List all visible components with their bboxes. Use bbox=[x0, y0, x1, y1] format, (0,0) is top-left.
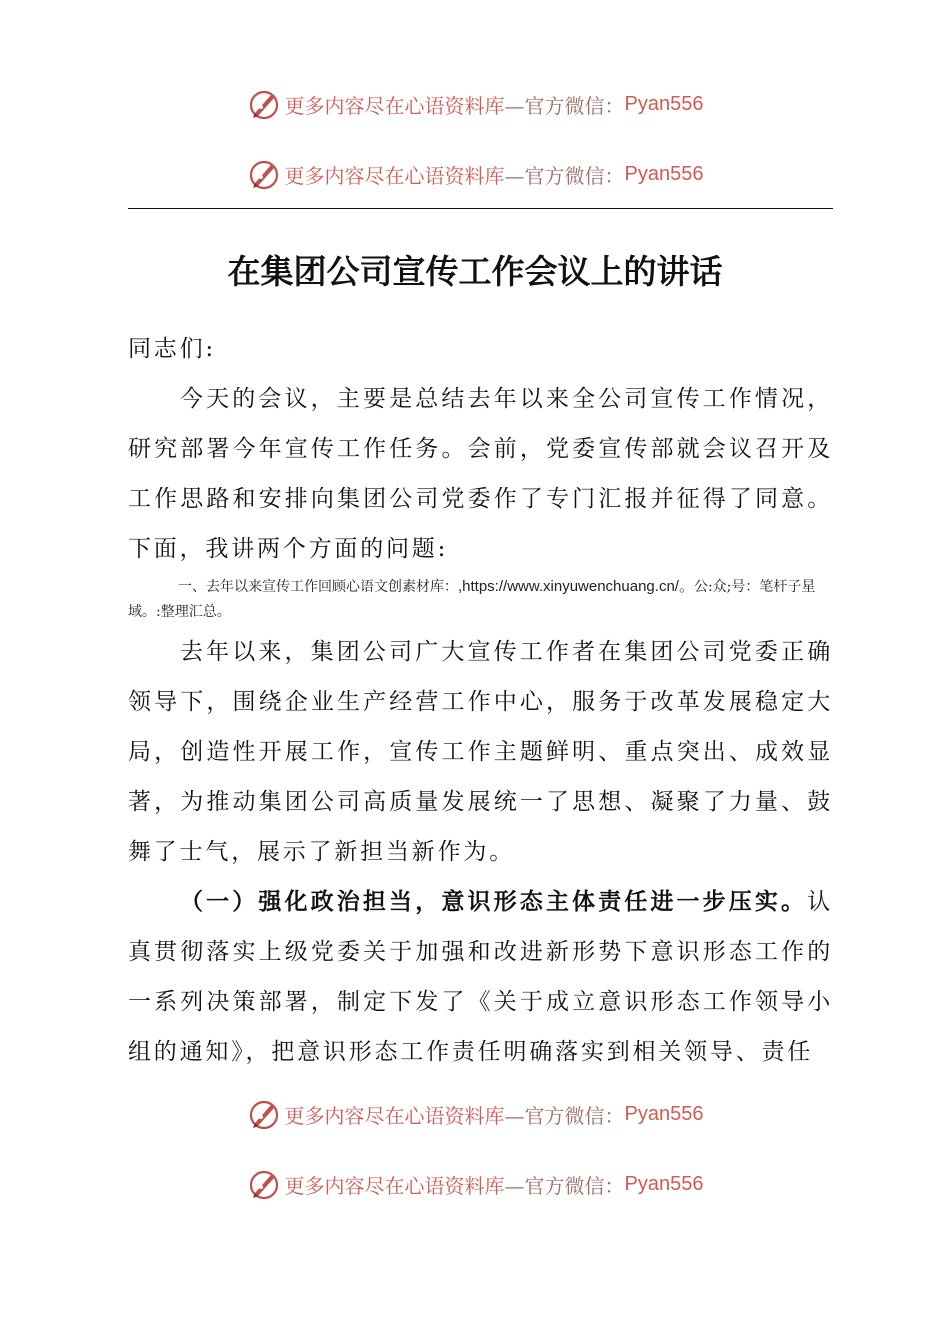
pen-logo-icon bbox=[247, 157, 281, 191]
document-body bbox=[128, 324, 833, 1077]
official-text: —官方微信： bbox=[504, 1103, 625, 1128]
note-suffix: 公:众;号：笔杆子星域。:整理汇总。 bbox=[128, 579, 816, 620]
review-paragraph: 去年以来，集团公司广大宣传工作者在集团公司党委正确领导下，围绕企业生产经营工作中心，服务于改革发展稳定大局，创造性开展工作，宣传工作主题鲜明、重点突出、成效显著，为推动集团公司高质量发展统一了思想、凝聚了力量、鼓舞了士气，展示了新担当新作为。 bbox=[128, 639, 833, 865]
header-banner-1 bbox=[0, 84, 950, 124]
pen-logo-icon bbox=[247, 87, 281, 121]
wechat-id: Pyan556 bbox=[624, 1172, 704, 1195]
official-text: —官方微信： bbox=[504, 93, 625, 118]
official-text: —官方微信： bbox=[504, 163, 625, 188]
wechat-id: Pyan556 bbox=[624, 92, 704, 115]
brand-text: 更多内容尽在心语资料库 bbox=[284, 1173, 505, 1198]
wechat-id: Pyan556 bbox=[624, 1102, 704, 1125]
note-url: ,https://www.xinyuwenchuang.cn/。 bbox=[458, 578, 694, 595]
brand-text: 更多内容尽在心语资料库 bbox=[284, 93, 505, 118]
footer-banner-1 bbox=[0, 1094, 950, 1134]
note-prefix: 一、去年以来宣传工作回顾心语文创素材库： bbox=[178, 579, 458, 595]
wechat-id: Pyan556 bbox=[624, 162, 704, 185]
section-1-heading: （一）强化政治担当，意识形态主体责任进一步压实。 bbox=[180, 888, 808, 915]
document-title: 在集团公司宣传工作会议上的讲话 bbox=[227, 252, 723, 291]
footer-banner-2 bbox=[0, 1164, 950, 1204]
intro-paragraph: 今天的会议，主要是总结去年以来全公司宣传工作情况，研究部署今年宣传工作任务。会前，党委宣传部就会议召开及工作思路和安排向集团公司党委作了专门汇报并征得了同意。下面，我讲两个方面的问题: bbox=[128, 386, 833, 562]
section-1-paragraph bbox=[128, 877, 833, 1077]
pen-logo-icon bbox=[247, 1167, 281, 1201]
section-1-body: 认真贯彻落实上级党委关于加强和改进新形势下意识形态工作的一系列决策部署，制定下发了《关于成立意识形态工作领导小组的通知》，把意识形态工作责任明确落实到相关领导、责任 bbox=[128, 889, 833, 1065]
source-note bbox=[128, 574, 833, 627]
header-banner-2 bbox=[0, 154, 950, 194]
salutation: 同志们: bbox=[128, 336, 216, 362]
header-divider bbox=[128, 208, 833, 209]
official-text: —官方微信： bbox=[504, 1173, 625, 1198]
brand-text: 更多内容尽在心语资料库 bbox=[284, 163, 505, 188]
pen-logo-icon bbox=[247, 1097, 281, 1131]
brand-text: 更多内容尽在心语资料库 bbox=[284, 1103, 505, 1128]
